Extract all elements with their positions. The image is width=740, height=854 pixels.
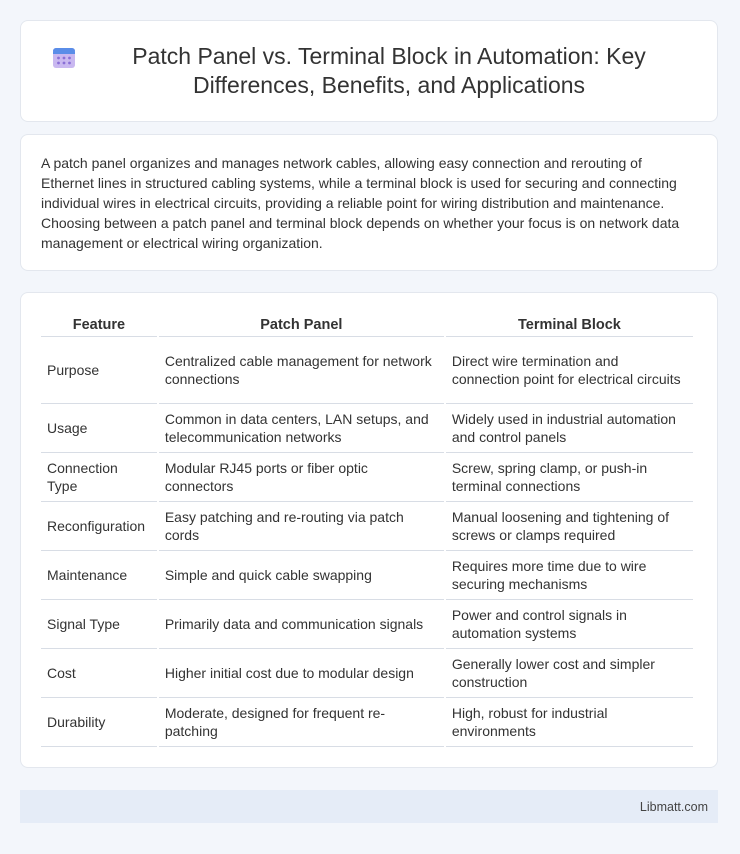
table-row [41,404,693,453]
terminal-block-cell: Power and control signals in automation systems [446,600,693,649]
title-card [20,20,718,122]
title-wrap [21,42,717,100]
terminal-block-cell: Direct wire termination and connection point for electrical circuits [446,337,693,404]
patch-panel-cell: Common in data centers, LAN setups, and telecommunication networks [159,404,444,453]
feature-cell: Reconfiguration [41,502,157,551]
patch-panel-cell: Simple and quick cable swapping [159,551,444,600]
footer [20,790,718,823]
feature-cell: Signal Type [41,600,157,649]
patch-panel-cell: Modular RJ45 ports or fiber optic connectors [159,453,444,502]
patch-panel-cell: Moderate, designed for frequent re-patching [159,698,444,747]
feature-cell: Maintenance [41,551,157,600]
table-row [41,502,693,551]
terminal-block-cell: High, robust for industrial environments [446,698,693,747]
table-row [41,649,693,698]
header-patch-panel: Patch Panel [159,313,444,337]
feature-cell: Connection Type [41,453,157,502]
patch-panel-cell: Centralized cable management for network connections [159,337,444,404]
feature-cell: Cost [41,649,157,698]
comparison-table [39,313,695,747]
page-title: Patch Panel vs. Terminal Block in Automation: Key Differences, Benefits, and Applications [132,43,646,98]
table-row [41,337,693,404]
terminal-block-cell: Generally lower cost and simpler construction [446,649,693,698]
calendar-icon [51,44,77,70]
feature-cell: Purpose [41,337,157,404]
table-row [41,551,693,600]
header-terminal-block: Terminal Block [446,313,693,337]
feature-cell: Usage [41,404,157,453]
intro-card [20,134,718,271]
terminal-block-cell: Requires more time due to wire securing mechanisms [446,551,693,600]
terminal-block-cell: Widely used in industrial automation and control panels [446,404,693,453]
patch-panel-cell: Higher initial cost due to modular design [159,649,444,698]
header-feature: Feature [41,313,157,337]
table-card [20,292,718,768]
table-row [41,600,693,649]
table-header-row [41,313,693,337]
table-row [41,698,693,747]
patch-panel-cell: Primarily data and communication signals [159,600,444,649]
patch-panel-cell: Easy patching and re-routing via patch cords [159,502,444,551]
terminal-block-cell: Manual loosening and tightening of screws or clamps required [446,502,693,551]
table-row [41,453,693,502]
intro-text: A patch panel organizes and manages network cables, allowing easy connection and rerouting of Ethernet lines in structured cabling systems, while a terminal block is used for securing and connecting individual wires in electrical circuits, providing a reliable point for wiring distribution and maintenance. Choosing between a patch panel and terminal block depends on whether your focus is on network data management or electrical wiring organization. [41,155,680,251]
feature-cell: Durability [41,698,157,747]
terminal-block-cell: Screw, spring clamp, or push-in terminal connections [446,453,693,502]
footer-brand[interactable]: Libmatt.com [639,799,708,814]
